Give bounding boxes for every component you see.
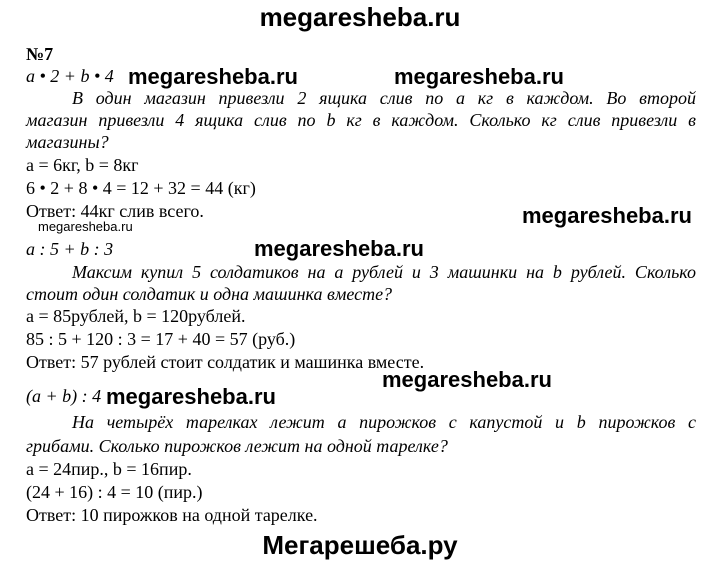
site-header: megaresheba.ru (259, 2, 461, 32)
watermark-small: megaresheba.ru (38, 219, 133, 234)
values-3: a = 24пир., b = 16пир. (26, 459, 192, 479)
problem-1-line-2: магазин привезли 4 ящика слив по b кг в каждом. Сколько кг слив привезли в (26, 110, 696, 130)
problem-2-line-1: Максим купил 5 солдатиков на a рублей и 3 машинки на b рублей. Сколько (72, 262, 696, 282)
answer-3: Ответ: 10 пирожков на одной тарелке. (26, 505, 318, 525)
watermark-5: megaresheba.ru (382, 367, 552, 392)
expression-3: (a + b) : 4 (26, 386, 102, 406)
answer-1: Ответ: 44кг слив всего. (26, 201, 204, 221)
watermark-4: megaresheba.ru (254, 236, 424, 261)
site-footer: Мегарешеба.ру (262, 530, 458, 560)
expression-1: a • 2 + b • 4 (26, 66, 114, 86)
task-number: №7 (26, 44, 54, 64)
answer-2: Ответ: 57 рублей стоит солдатик и машинка вместе. (26, 352, 425, 372)
expression-2: a : 5 + b : 3 (26, 239, 114, 259)
values-1: a = 6кг, b = 8кг (26, 155, 139, 175)
values-2: a = 85рублей, b = 120рублей. (26, 306, 246, 326)
calculation-3: (24 + 16) : 4 = 10 (пир.) (26, 482, 203, 502)
calculation-2: 85 : 5 + 120 : 3 = 17 + 40 = 57 (руб.) (26, 329, 296, 349)
watermark-6: megaresheba.ru (106, 384, 276, 409)
watermark-1: megaresheba.ru (128, 64, 298, 89)
problem-3-line-1: На четырёх тарелках лежит a пирожков с капустой и b пирожков с (72, 412, 696, 432)
problem-2-line-2: стоит один солдатик и одна машинка вместе? (26, 284, 393, 304)
calculation-1: 6 • 2 + 8 • 4 = 12 + 32 = 44 (кг) (26, 178, 256, 198)
problem-3-line-2: грибами. Сколько пирожков лежит на одной тарелке? (26, 436, 448, 456)
watermark-2: megaresheba.ru (394, 64, 564, 89)
watermark-3: megaresheba.ru (522, 203, 692, 228)
problem-1-line-3: магазины? (26, 132, 109, 152)
problem-1-line-1: В один магазин привезли 2 ящика слив по a кг в каждом. Во второй (72, 88, 696, 108)
